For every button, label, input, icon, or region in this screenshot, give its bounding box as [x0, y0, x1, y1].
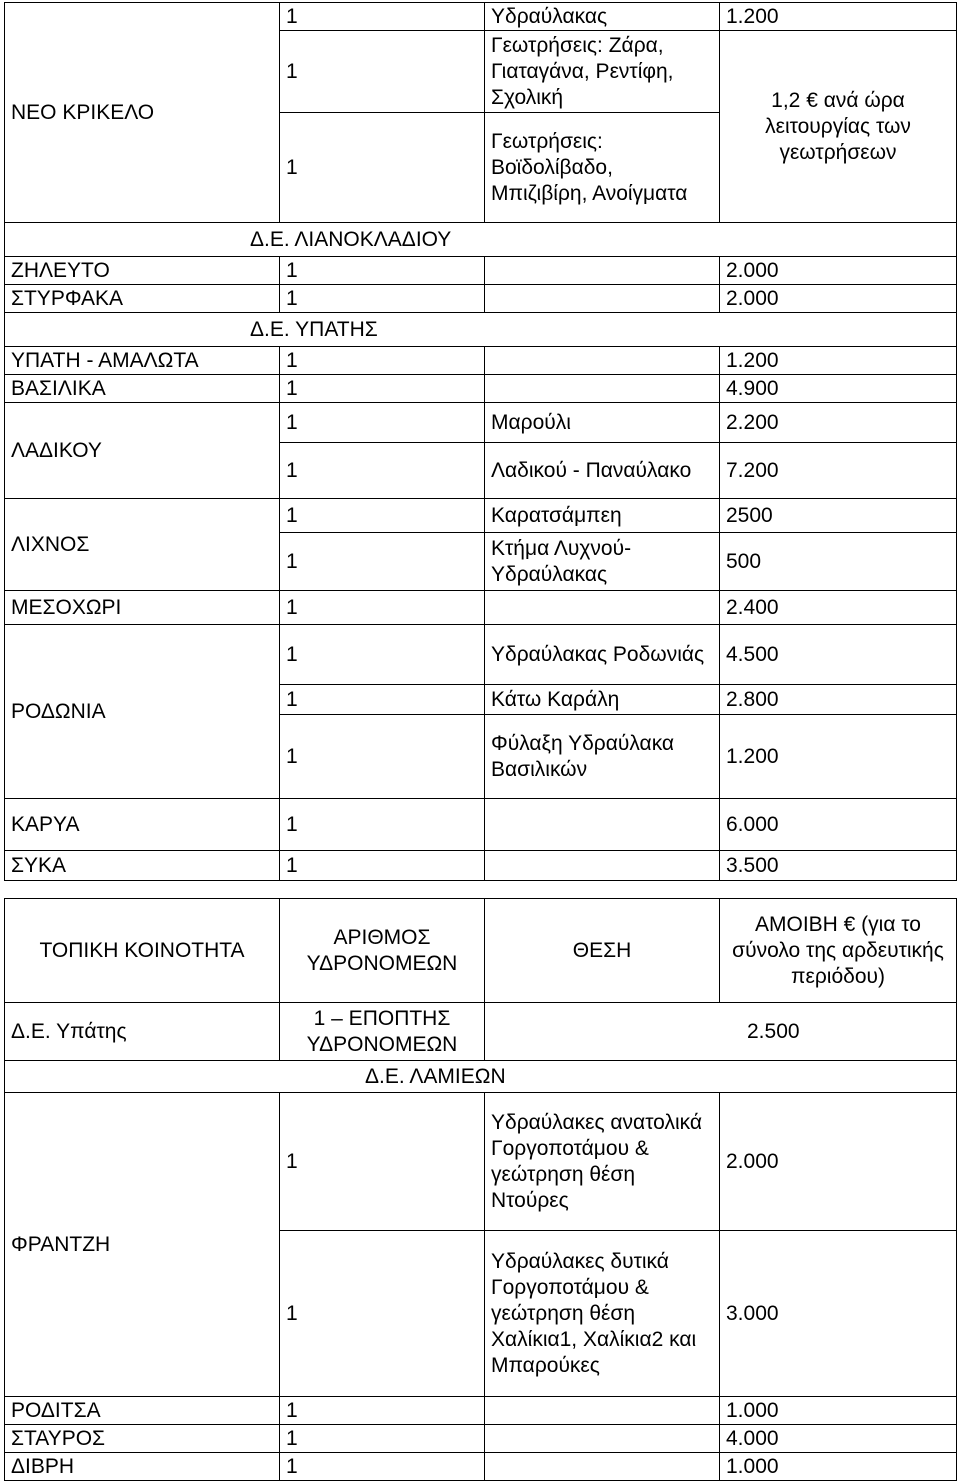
table-cell: Μαρούλι [485, 403, 720, 443]
table-cell: Υδραύλακας Ροδωνιάς [485, 625, 720, 685]
table-cell: 1.200 [720, 347, 957, 375]
table-cell: 1 [280, 257, 485, 285]
community-name: ΔΙΒΡΗ [5, 1453, 280, 1481]
table-cell: 3.500 [720, 851, 957, 881]
table-cell: Κάτω Καράλη [485, 685, 720, 715]
community-name: ΖΗΛΕΥΤΟ [5, 257, 280, 285]
table-cell: 1 [280, 499, 485, 533]
header-count: ΑΡΙΘΜΟΣ ΥΔΡΟΝΟΜΕΩΝ [280, 899, 485, 1003]
table-cell: 2.000 [720, 1093, 957, 1231]
table-cell: 500 [720, 533, 957, 591]
table-cell: 1 [280, 1231, 485, 1397]
table-cell: 1 [280, 533, 485, 591]
community-name: ΣΤΥΡΦΑΚΑ [5, 285, 280, 313]
table-cell: 1 [280, 347, 485, 375]
community-neo-krikelo: ΝΕΟ ΚΡΙΚΕΛΟ [5, 3, 280, 223]
table-cell [485, 799, 720, 851]
community-name: ΣΥΚΑ [5, 851, 280, 881]
table-cell: 1 [280, 715, 485, 799]
table-cell: 3.000 [720, 1231, 957, 1397]
table-cell [485, 257, 720, 285]
table-cell: 1.000 [720, 1397, 957, 1425]
community-name: ΡΟΔΩΝΙΑ [5, 625, 280, 799]
table-cell: 4.000 [720, 1425, 957, 1453]
table-cell: 1.000 [720, 1453, 957, 1481]
table-cell: Υδραύλακες δυτικά Γοργοποτάμου & γεώτρηση θέση Χαλίκια1, Χαλίκια2 και Μπαρούκες [485, 1231, 720, 1397]
table-cell: 1.200 [720, 3, 957, 31]
table-cell: 1 [280, 799, 485, 851]
table-cell: 2.400 [720, 591, 957, 625]
header-position: ΘΕΣΗ [485, 899, 720, 1003]
table-cell: Υδραύλακες ανατολικά Γοργοποτάμου & γεώτρηση θέση Ντούρες [485, 1093, 720, 1231]
table-cell: 1 [280, 1093, 485, 1231]
table-cell: 1,2 € ανά ώρα λειτουργίας των γεωτρήσεων [720, 31, 957, 223]
header-community: ΤΟΠΙΚΗ ΚΟΙΝΟΤΗΤΑ [5, 899, 280, 1003]
table-cell: 1 [280, 403, 485, 443]
community-name: ΚΑΡΥΑ [5, 799, 280, 851]
table-cell: 4.500 [720, 625, 957, 685]
section-header: Δ.Ε. ΥΠΑΤΗΣ [5, 313, 957, 347]
table-cell: 1 [280, 113, 485, 223]
community-name: ΡΟΔΙΤΣΑ [5, 1397, 280, 1425]
table-cell: 1 [280, 851, 485, 881]
table-cell [485, 347, 720, 375]
table-cell: Καρατσάμπεη [485, 499, 720, 533]
irrigation-table-1 [4, 2, 957, 881]
section-header: Δ.Ε. ΛΑΜΙΕΩΝ [5, 1061, 957, 1093]
header-pay: ΑΜΟΙΒΗ € (για το σύνολο της αρδευτικής περιόδου) [720, 899, 957, 1003]
section-header: Δ.Ε. ΛΙΑΝΟΚΛΑΔΙΟΥ [5, 223, 957, 257]
table-cell [485, 375, 720, 403]
table-cell: 1 [280, 3, 485, 31]
table-cell: 1.200 [720, 715, 957, 799]
table-cell: 2.800 [720, 685, 957, 715]
table-cell [485, 1425, 720, 1453]
table-cell: 1 [280, 1425, 485, 1453]
table-cell: 2.000 [720, 285, 957, 313]
table-cell: Γεωτρήσεις: Ζάρα, Γιαταγάνα, Ρεντίφη, Σχολική [485, 31, 720, 113]
table-cell: Φύλαξη Υδραύλακα Βασιλικών [485, 715, 720, 799]
community-name: ΛΑΔΙΚΟΥ [5, 403, 280, 499]
table-cell: 1 [280, 375, 485, 403]
table-cell [485, 1397, 720, 1425]
table-cell: 1 [280, 1453, 485, 1481]
community-name: Δ.Ε. Υπάτης [5, 1003, 280, 1061]
table-cell: Λαδικού - Παναύλακο [485, 443, 720, 499]
table-cell: 2.000 [720, 257, 957, 285]
table-cell: Κτήμα Λυχνού- Υδραύλακας [485, 533, 720, 591]
community-name: ΜΕΣΟΧΩΡΙ [5, 591, 280, 625]
table-cell: 1 [280, 1397, 485, 1425]
community-name: ΒΑΣΙΛΙΚΑ [5, 375, 280, 403]
table-cell: 1 [280, 591, 485, 625]
table-cell [485, 851, 720, 881]
table-cell: 1 [280, 31, 485, 113]
table-cell: 1 [280, 285, 485, 313]
table-cell: 2500 [720, 499, 957, 533]
community-name: ΛΙΧΝΟΣ [5, 499, 280, 591]
irrigation-table-2 [4, 898, 957, 1481]
table-cell: 7.200 [720, 443, 957, 499]
community-name: ΣΤΑΥΡΟΣ [5, 1425, 280, 1453]
table-cell: 1 [280, 625, 485, 685]
table-cell [485, 591, 720, 625]
table-cell: Υδραύλακας [485, 3, 720, 31]
table-cell: 1 [280, 685, 485, 715]
table-cell: 2.500 [485, 1003, 957, 1061]
community-name: ΦΡΑΝΤΖΗ [5, 1093, 280, 1397]
community-name: ΥΠΑΤΗ - ΑΜΑΛΩΤΑ [5, 347, 280, 375]
table-cell: 1 – ΕΠΟΠΤΗΣ ΥΔΡΟΝΟΜΕΩΝ [280, 1003, 485, 1061]
table-cell: 1 [280, 443, 485, 499]
table-cell: Γεωτρήσεις: Βοϊδολίβαδο, Μπιζιβίρη, Ανοίγματα [485, 113, 720, 223]
table-cell [485, 285, 720, 313]
table-cell: 6.000 [720, 799, 957, 851]
table-cell: 2.200 [720, 403, 957, 443]
table-cell: 4.900 [720, 375, 957, 403]
table-cell [485, 1453, 720, 1481]
